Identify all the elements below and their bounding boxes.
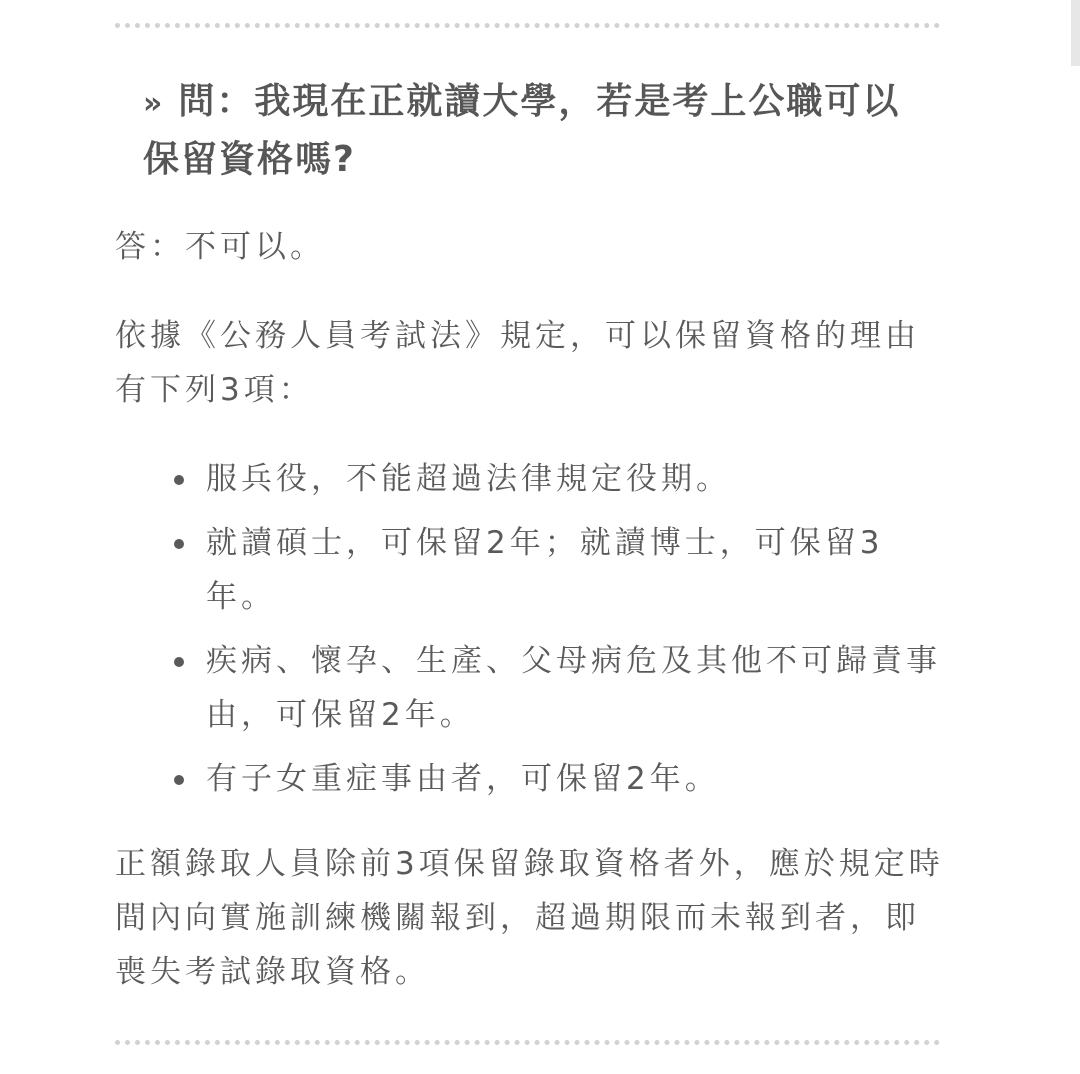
list-item-text: 疾病、懷孕、生產、父母病危及其他不可歸責事由，可保留2年。 (206, 643, 941, 733)
question-heading (143, 74, 903, 188)
question-text: 問：我現在正就讀大學，若是考上公職可以保留資格嗎? (143, 81, 901, 180)
bullet-dot-icon (174, 475, 184, 485)
bullet-dot-icon (174, 657, 184, 667)
closing-paragraph: 正額錄取人員除前3項保留錄取資格者外，應於規定時間內向實施訓練機關報到，超過期限而未報到者，即喪失考試錄取資格。 (115, 846, 944, 990)
list-item-text: 就讀碩士，可保留2年；就讀博士，可保留3年。 (206, 525, 884, 615)
list-item (170, 752, 945, 806)
bullet-dot-icon (174, 539, 184, 549)
list-item-text: 服兵役，不能超過法律規定役期。 (206, 461, 731, 497)
intro-paragraph: 依據《公務人員考試法》規定，可以保留資格的理由有下列3項： (115, 318, 920, 408)
double-chevron-icon: » (143, 86, 165, 121)
list-item-text: 有子女重症事由者，可保留2年。 (206, 761, 720, 797)
list-item (170, 516, 945, 624)
bottom-dotted-divider (115, 1040, 940, 1045)
list-item (170, 452, 945, 506)
bullet-dot-icon (174, 775, 184, 785)
reason-list (170, 452, 945, 816)
scrollbar[interactable] (1071, 0, 1080, 66)
list-item (170, 634, 945, 742)
answer-text: 答：不可以。 (115, 229, 325, 265)
top-dotted-divider (115, 23, 940, 28)
